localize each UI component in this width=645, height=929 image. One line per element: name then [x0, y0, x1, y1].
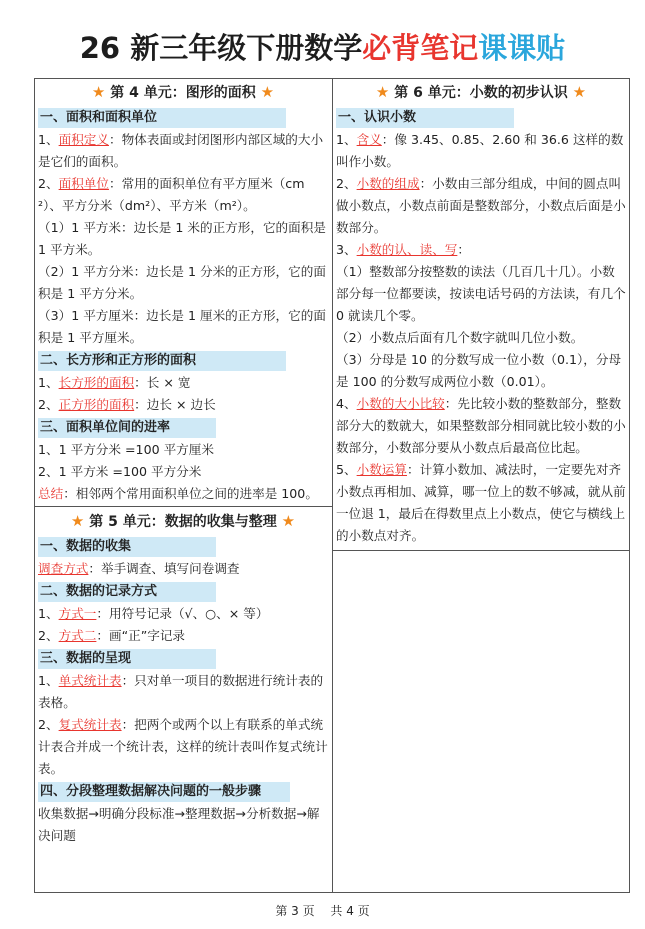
unit6-item-fraction-to-decimal: （3）分母是 10 的分数写成一位小数（0.1），分母是 100 的分数写成两位小数（0.01）。	[336, 352, 622, 389]
unit4-item-summary: 总结：相邻两个常用面积单位之间的进率是 100。	[38, 486, 318, 501]
star-icon: ★	[260, 83, 275, 101]
page-footer	[0, 902, 645, 919]
unit-divider-right	[333, 550, 630, 551]
unit5-panel	[38, 507, 328, 847]
unit4-section-2: 二、长方形和正方形的面积	[38, 351, 286, 371]
unit5-item-survey: 调查方式：举手调查、填写问卷调查	[38, 561, 240, 576]
unit5-section-4: 四、分段整理数据解决问题的一般步骤	[38, 782, 290, 802]
unit5-section-1: 一、数据的收集	[38, 537, 216, 557]
unit4-item-sq-centimeter: （3）1 平方厘米：边长是 1 厘米的正方形，它的面积是 1 平方厘米。	[38, 308, 326, 345]
unit4-item-sq-decimeter: （2）1 平方分米：边长是 1 分米的正方形，它的面积是 1 平方分米。	[38, 264, 326, 301]
star-icon: ★	[91, 83, 106, 101]
unit4-header: ★ 第 4 单元：图形的面积 ★	[91, 83, 275, 101]
unit4-item-square-area: 2、正方形的面积：边长 × 边长	[38, 397, 216, 412]
title-highlight: 必背笔记	[362, 31, 479, 65]
unit6-item-composition: 2、小数的组成：小数由三部分组成，中间的圆点叫做小数点，小数点前面是整数部分，小数点后面是小数部分。	[336, 176, 626, 235]
page-title	[0, 28, 645, 68]
unit4-panel	[38, 78, 328, 505]
title-main: 26 新三年级下册数学	[79, 31, 363, 65]
unit6-item-read-write: 3、小数的认、读、写：	[336, 242, 470, 257]
star-icon: ★	[70, 512, 85, 530]
unit5-item-single-table: 1、单式统计表：只对单一项目的数据进行统计表的表格。	[38, 673, 324, 710]
unit6-item-operations: 5、小数运算：计算小数加、减法时，一定要先对齐小数点再相加、减算，哪一位上的数不够减，就从前一位退 1，最后在得数里点上小数点，使它与横线上的小数点对齐。	[336, 462, 626, 543]
unit6-panel	[336, 78, 626, 547]
column-divider	[332, 78, 333, 893]
star-icon: ★	[375, 83, 390, 101]
unit4-item-area-definition: 1、面积定义：物体表面或封闭图形内部区域的大小是它们的面积。	[38, 132, 324, 169]
unit6-item-reading-rule: （1）整数部分按整数的读法（几百几十几）。小数部分每一位都要读，按读电话号码的方法读，有几个 0 就读几个零。	[336, 264, 626, 323]
star-icon: ★	[572, 83, 587, 101]
unit6-header: ★ 第 6 单元：小数的初步认识 ★	[375, 83, 587, 101]
unit6-section-1: 一、认识小数	[336, 108, 514, 128]
unit4-item-rate-1: 1、1 平方分米 =100 平方厘米	[38, 442, 214, 457]
unit6-item-compare: 4、小数的大小比较：先比较小数的整数部分，整数部分大的数就大，如果整数部分相同就比较小数的小数部分，小数部分要从小数点后最高位比起。	[336, 396, 626, 455]
unit5-section-2: 二、数据的记录方式	[38, 582, 216, 602]
unit4-item-rect-area: 1、长方形的面积：长 × 宽	[38, 375, 191, 390]
unit5-item-steps: 收集数据→明确分段标准→整理数据→分析数据→解决问题	[38, 806, 320, 843]
unit5-header: ★ 第 5 单元：数据的收集与整理 ★	[70, 512, 296, 530]
unit4-section-1: 一、面积和面积单位	[38, 108, 286, 128]
star-icon: ★	[281, 512, 296, 530]
unit4-item-sq-meter: （1）1 平方米：边长是 1 米的正方形，它的面积是 1 平方米。	[38, 220, 326, 257]
page-total: 共 4 页	[330, 904, 370, 918]
unit4-section-3: 三、面积单位间的进率	[38, 418, 216, 438]
unit4-item-area-units: 2、面积单位：常用的面积单位有平方厘米（cm²）、平方分米（dm²）、平方米（m²）。	[38, 176, 305, 213]
unit4-item-rate-2: 2、1 平方米 =100 平方分米	[38, 464, 202, 479]
unit5-section-3: 三、数据的呈现	[38, 649, 216, 669]
page-number: 第 3 页	[275, 904, 315, 918]
unit5-item-compound-table: 2、复式统计表：把两个或两个以上有联系的单式统计表合并成一个统计表，这样的统计表叫作复式统计表。	[38, 717, 328, 776]
unit6-item-meaning: 1、含义：像 3.45、0.85、2.60 和 36.6 这样的数叫作小数。	[336, 132, 624, 169]
unit6-item-decimal-places: （2）小数点后面有几个数字就叫几位小数。	[336, 330, 584, 345]
title-suffix: 课课贴	[478, 31, 566, 65]
unit5-item-method-1: 1、方式一：用符号记录（√、○、× 等）	[38, 606, 269, 621]
unit5-item-method-2: 2、方式二：画“正”字记录	[38, 628, 186, 643]
